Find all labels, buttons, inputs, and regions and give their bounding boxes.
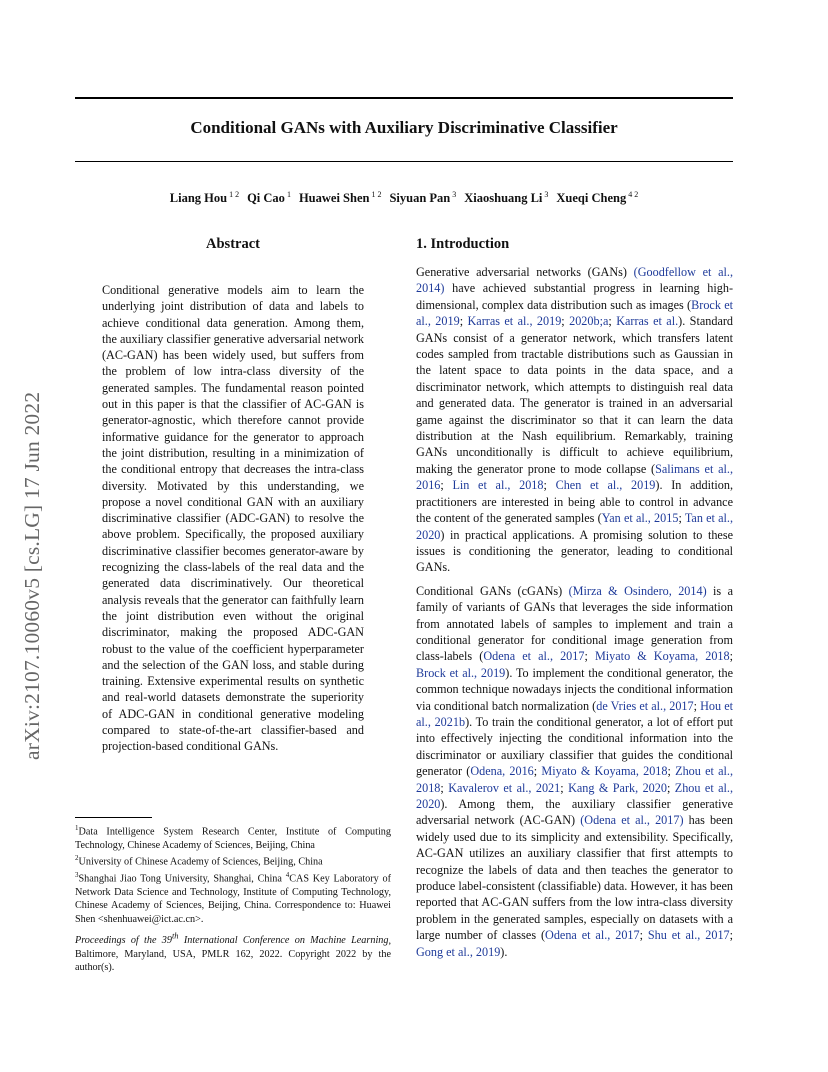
author-name: Siyuan Pan $^3$ [389, 190, 457, 206]
citation-link[interactable]: Brock et al., 2019 [416, 665, 506, 680]
section-heading-introduction: 1. Introduction [416, 236, 510, 252]
introduction-paragraph [416, 583, 733, 960]
footnote-text: CAS Key Laboratory of Network Data Science and Technology, Institute of Computing Technology, Chinese Academy of Sciences, Beijing, China. Correspondence to: Huawei Shen <shenhuawei@ict.ac.cn>. [75, 873, 391, 925]
citation-link[interactable]: 2020b;a [569, 314, 609, 329]
footnote-rule [75, 817, 152, 818]
paragraph-text: ; [693, 698, 701, 713]
proceedings-sup: th [171, 931, 179, 941]
footnote-mark: 1 [75, 824, 79, 832]
paragraph-text: have achieved substantial progress in learning high-dimensional, complex data distribution such as images ( [416, 281, 733, 312]
footnote-mark: 4 [285, 871, 290, 879]
paragraph-text: ; [440, 780, 449, 795]
paragraph-text: ; [608, 314, 617, 329]
author-affiliation-mark: 4 2 [628, 190, 639, 199]
affiliation-footnotes [75, 822, 391, 926]
footnote-text: Data Intelligence System Research Center, Institute of Computing Technology, Chinese Academy of Sciences, Beijing, China [75, 826, 391, 851]
author-name: Qi Cao $^1$ [247, 190, 291, 206]
author-affiliation-mark: 1 2 [229, 190, 240, 199]
proceedings-conf: International Conference on Machine Learning [178, 935, 389, 947]
paragraph-text: ). To implement the conditional generator, the common technique nowadays injects the conditional information via conditional batch normalization ( [416, 665, 733, 713]
paragraph-text: ) in practical applications. A promising solution to these issues is conditioning the generator, leading to conditional GANs. [416, 527, 733, 575]
paper-title: Conditional GANs with Auxiliary Discriminative Classifier [190, 118, 618, 137]
title-bottom-rule [75, 161, 733, 162]
author-name: Xueqi Cheng $^{4 2}$ [556, 190, 639, 206]
footnote-mark: 3 [75, 871, 79, 879]
citation-link[interactable]: Hou et al., 2021b [416, 698, 733, 729]
paragraph-text: ). Standard GANs consist of a generator network, which transfers latent codes sampled from tractable distributions such as Gaussian in the latent space to data points in the data space, and a discriminator network, which attempts to distinguish real data and generated data. The generator is trained in an adversarial game against the discriminator so that it can learn the data distribution at the Nash equilibrium. Remarkably, training GANs unconditionally is difficult to achieve equilibrium, making the generator prone to mode collapse ( [416, 314, 734, 476]
abstract-body: Conditional generative models aim to learn the underlying joint distribution of data and labels to achieve conditional data generation. Among them, the auxiliary classifier generative adversarial network (AC-GAN) has been widely used, but suffers from the problem of low intra-class diversity of the generated samples. The fundamental reason pointed out in this paper is that the classifier of AC-GAN is generator-agnostic, which therefore cannot provide informative guidance for the generator to approach the joint distribution, resulting in a minimization of the conditional entropy that decreases the intra-class diversity. Motivated by this understanding, we propose a novel conditional GAN with an auxiliary discriminative classifier (ADC-GAN) to resolve the above problem. Specifically, the proposed auxiliary discriminative classifier becomes generator-aware by recognizing the class-labels of the real data and the generated data discriminatively. Our theoretical analysis reveals that the generator can faithfully learn the joint distribution even without the original discriminator, making the proposed ADC-GAN robust to the value of the coefficient hyperparameter and the selection of the GAN loss, and stable during training. Extensive experimental results on synthetic and real-world datasets demonstrate the superiority of ADC-GAN in conditional generative modeling compared to state-of-the-art classifier-based and projection-based conditional GANs. [102, 283, 364, 754]
citation-link[interactable]: Brock et al., 2019 [416, 297, 733, 329]
paragraph-text: ; [459, 314, 468, 329]
paragraph-text: ; [639, 928, 648, 943]
proceedings-note [75, 930, 391, 975]
citation-link[interactable]: Yan et al., 2015 [601, 511, 679, 526]
proceedings-rest: , Baltimore, Maryland, USA, PMLR 162, 2022. Copyright 2022 by the author(s). [75, 935, 392, 974]
citation-link[interactable]: Zhou et al., 2020 [416, 780, 734, 811]
paragraph-text: ; [560, 780, 569, 795]
author-affiliation-mark: 3 [452, 190, 457, 199]
citation-link[interactable]: Odena et al., 2017 [483, 649, 585, 664]
citation-link[interactable]: Lin et al., 2018 [452, 478, 544, 493]
citation-link[interactable]: Salimans et al., 2016 [416, 461, 733, 493]
citation-link[interactable]: Karras et al., 2019 [467, 314, 562, 329]
citation-link[interactable]: (Goodfellow et al., 2014) [416, 265, 733, 296]
paragraph-text: ; [666, 780, 675, 795]
paragraph-text: Generative adversarial networks (GANs) [416, 265, 634, 279]
title-top-rule [75, 97, 733, 99]
paragraph-text: ; [561, 314, 570, 329]
paragraph-text: has been widely used due to its simplicity and extensibility. Specifically, AC-GAN utilizes an auxiliary classifier that first attempts to recognize the labels of data and then teaches the generator to produce label-consistent (classifiable) data. However, it has been reported that AC-GAN suffers from the low intra-class diversity problem in the generated samples, especially on datasets with a large number of classes ( [416, 813, 733, 943]
author-affiliation-mark: 3 [544, 190, 549, 199]
citation-link[interactable]: Gong et al., 2019 [416, 944, 501, 959]
author-affiliation-mark: 1 [286, 190, 291, 199]
paragraph-text: ; [729, 928, 734, 943]
paragraph-text: ). [500, 944, 508, 959]
arxiv-stamp: arXiv:2107.10060v5 [cs.LG] 17 Jun 2022 [20, 391, 44, 760]
citation-link[interactable]: Karras et al. [616, 314, 679, 329]
paragraph-text: is a family of variants of GANs that leverages the side information from annotated labels of samples to implement and train a conditional generator for conditional image generation from class-labels ( [416, 583, 733, 664]
abstract-heading: Abstract [206, 236, 260, 252]
author-list [75, 190, 733, 206]
paragraph-text: Conditional GANs (cGANs) [416, 583, 569, 598]
author-affiliation-mark: 1 2 [371, 190, 382, 199]
paragraph-text: ; [584, 649, 595, 664]
author-name: Xiaoshuang Li $^3$ [464, 190, 549, 206]
author-name: Huawei Shen $^{1 2}$ [298, 190, 382, 206]
introduction-body [416, 264, 733, 967]
introduction-paragraph [416, 264, 733, 576]
citation-link[interactable]: Miyato & Koyama, 2018 [541, 764, 668, 779]
paragraph-text: ). In addition, practitioners are interested in being able to control in advance the content of the generated samples ( [416, 478, 734, 526]
citation-link[interactable]: Kang & Park, 2020 [568, 780, 667, 795]
citation-link[interactable]: Tan et al., 2020 [416, 511, 733, 542]
paragraph-text: ; [678, 511, 685, 526]
footnote-mark: 2 [75, 854, 79, 863]
paragraph-text: ; [729, 649, 733, 664]
citation-link[interactable]: Shu et al., 2017 [647, 928, 730, 943]
citation-link[interactable]: de Vries et al., 2017 [596, 698, 694, 713]
citation-link[interactable]: Chen et al., 2019 [555, 478, 656, 493]
citation-link[interactable]: (Mirza & Osindero, 2014) [568, 583, 707, 598]
footnote-text: Shanghai Jiao Tong University, Shanghai, China [78, 873, 282, 885]
paragraph-text: ; [543, 478, 556, 493]
citation-link[interactable]: Miyato & Koyama, 2018 [594, 649, 730, 664]
paragraph-text: ; [440, 478, 453, 493]
proceedings-prefix: Proceedings of the 39 [75, 935, 172, 947]
author-name: Liang Hou $^{1 2}$ [169, 190, 240, 206]
citation-link[interactable]: Kavalerov et al., 2021 [448, 780, 561, 795]
citation-link[interactable]: Zhou et al., 2018 [416, 764, 733, 795]
paragraph-text: ; [533, 764, 542, 779]
citation-link[interactable]: Odena, 2016 [470, 764, 534, 779]
citation-link[interactable]: Odena et al., 2017 [545, 928, 640, 943]
paragraph-text: ). To train the conditional generator, a lot of effort put into effectively injecting the conditional information into the discriminator or auxiliary classifier that guides the conditional generator ( [416, 714, 734, 779]
paragraph-text: ). Among them, the auxiliary classifier generative adversarial network (AC-GAN) [416, 797, 733, 828]
citation-link[interactable]: (Odena et al., 2017) [580, 813, 684, 828]
paragraph-text: ; [667, 764, 676, 779]
footnote-text: University of Chinese Academy of Sciences, Beijing, China [78, 856, 323, 868]
